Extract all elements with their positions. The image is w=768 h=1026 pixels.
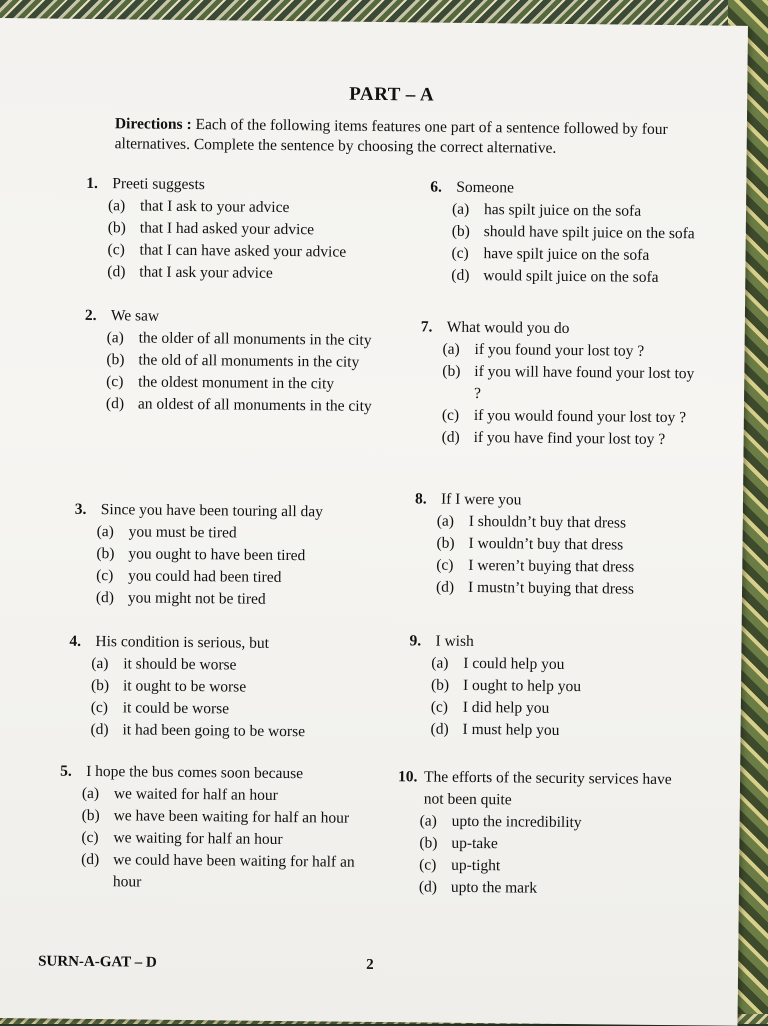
option-label: (c) bbox=[81, 828, 99, 847]
answer-option bbox=[82, 783, 360, 808]
directions-text: Each of the following items features one part of a sentence followed by four alternatives. Complete the sentence by choosing the correct alternative. bbox=[114, 116, 668, 157]
option-label: (a) bbox=[107, 197, 126, 215]
option-text: we waited for half an hour bbox=[113, 785, 278, 804]
option-text: it had been going to be worse bbox=[122, 721, 306, 741]
option-label: (b) bbox=[430, 676, 450, 694]
option-text: if you found your lost toy ? bbox=[474, 340, 645, 360]
option-label: (d) bbox=[90, 720, 109, 739]
option-text: the older of all monuments in the city bbox=[138, 329, 372, 349]
question-6 bbox=[429, 177, 710, 290]
answer-option bbox=[442, 405, 700, 430]
question-8 bbox=[414, 488, 695, 601]
question-text: Someone bbox=[456, 178, 515, 197]
question-stem bbox=[415, 488, 695, 513]
option-label: (a) bbox=[96, 523, 114, 541]
answer-option bbox=[419, 876, 687, 901]
option-text: we could have been waiting for half an hour bbox=[112, 851, 355, 891]
option-text: we waiting for half an hour bbox=[113, 829, 283, 849]
question-text: What would you do bbox=[446, 318, 570, 337]
answer-option bbox=[419, 854, 687, 879]
option-text: I did help you bbox=[462, 698, 550, 717]
option-label: (b) bbox=[81, 806, 100, 825]
answer-option bbox=[96, 565, 374, 590]
answer-option bbox=[96, 587, 374, 612]
answer-option bbox=[96, 543, 374, 568]
option-label: (b) bbox=[451, 222, 470, 240]
option-text: if you would found your lost toy ? bbox=[473, 406, 687, 427]
question-text: We saw bbox=[110, 307, 160, 325]
answer-option bbox=[436, 533, 694, 558]
option-text: up-take bbox=[451, 834, 498, 853]
answer-option bbox=[106, 393, 384, 418]
question-text: Since you have been touring all day bbox=[100, 501, 324, 521]
option-text: I weren’t buying that dress bbox=[468, 556, 635, 576]
option-text: you could had been tired bbox=[128, 567, 282, 586]
option-text: that I ask to your advice bbox=[139, 197, 290, 217]
answer-option bbox=[107, 239, 385, 264]
answer-option bbox=[431, 697, 689, 722]
answer-option bbox=[108, 217, 386, 242]
question-4 bbox=[68, 631, 369, 744]
question-2 bbox=[84, 305, 385, 418]
option-label: (c) bbox=[436, 556, 454, 574]
option-label: (d) bbox=[430, 720, 449, 738]
option-text: I ought to help you bbox=[462, 676, 582, 696]
answer-option bbox=[106, 371, 384, 396]
question-1 bbox=[85, 173, 386, 286]
option-label: (c) bbox=[451, 244, 469, 262]
option-label: (d) bbox=[441, 428, 460, 446]
page-number: 2 bbox=[366, 956, 374, 973]
option-text: it could be worse bbox=[122, 699, 230, 718]
answer-option bbox=[91, 697, 369, 722]
question-number: 1. bbox=[86, 174, 98, 193]
option-label: (a) bbox=[106, 329, 124, 347]
directions-label: Directions : bbox=[114, 115, 192, 134]
question-9 bbox=[408, 630, 689, 743]
option-label: (c) bbox=[90, 698, 109, 717]
question-number: 8. bbox=[414, 490, 427, 508]
option-label: (a) bbox=[442, 340, 460, 358]
answer-option bbox=[452, 199, 710, 224]
option-text: upto the incredibility bbox=[451, 812, 582, 832]
option-label: (b) bbox=[107, 219, 126, 237]
question-text: I hope the bus comes soon because bbox=[86, 762, 304, 783]
option-text: if you have find your lost toy ? bbox=[473, 428, 666, 448]
option-label: (d) bbox=[81, 850, 100, 869]
answer-option bbox=[436, 577, 694, 602]
option-text: you must be tired bbox=[128, 523, 237, 542]
answer-option bbox=[82, 805, 360, 830]
option-label: (b) bbox=[106, 351, 125, 369]
directions bbox=[115, 114, 715, 160]
option-label: (a) bbox=[91, 654, 109, 673]
answer-option bbox=[442, 361, 700, 408]
option-label: (a) bbox=[451, 200, 470, 218]
answer-option bbox=[451, 265, 709, 290]
option-text: should have spilt juice on the sofa bbox=[483, 223, 695, 243]
option-text: up-tight bbox=[451, 856, 501, 875]
option-text: I wouldn’t buy that dress bbox=[468, 534, 624, 554]
answer-option bbox=[81, 827, 359, 852]
option-label: (c) bbox=[107, 241, 125, 259]
option-label: (b) bbox=[90, 676, 110, 695]
answer-option bbox=[107, 327, 385, 352]
answer-option bbox=[452, 221, 710, 246]
answer-option bbox=[436, 555, 694, 580]
option-label: (d) bbox=[418, 878, 438, 896]
question-10 bbox=[397, 766, 688, 901]
answer-option bbox=[437, 511, 695, 536]
option-label: (b) bbox=[436, 534, 455, 552]
question-stem bbox=[60, 761, 360, 786]
question-stem bbox=[75, 499, 375, 524]
question-number: 3. bbox=[74, 500, 87, 518]
option-text: that I had asked your advice bbox=[139, 219, 315, 239]
option-text: would spilt juice on the sofa bbox=[483, 267, 659, 286]
question-text: If I were you bbox=[440, 490, 522, 509]
option-text: I could help you bbox=[463, 654, 565, 673]
option-label: (d) bbox=[107, 263, 126, 281]
option-text: we have been waiting for half an hour bbox=[113, 807, 350, 827]
option-label: (b) bbox=[96, 545, 115, 563]
option-text: if you will have found your lost toy ? bbox=[474, 362, 695, 403]
option-label: (a) bbox=[431, 654, 449, 672]
question-text: I wish bbox=[435, 632, 474, 650]
answer-option bbox=[106, 349, 384, 374]
question-stem bbox=[409, 630, 689, 655]
question-stem bbox=[398, 766, 688, 813]
option-label: (c) bbox=[96, 567, 114, 585]
option-text: an oldest of all monuments in the city bbox=[137, 395, 372, 415]
option-label: (c) bbox=[430, 698, 449, 716]
answer-option bbox=[81, 849, 359, 896]
answer-option bbox=[97, 521, 375, 546]
answer-option bbox=[431, 653, 689, 678]
answer-option bbox=[90, 719, 368, 744]
option-text: I must help you bbox=[462, 720, 560, 739]
question-stem bbox=[85, 305, 385, 330]
question-text: Preeti suggests bbox=[112, 175, 205, 194]
question-3 bbox=[74, 499, 375, 612]
answer-option bbox=[431, 675, 689, 700]
option-text: the oldest monument in the city bbox=[138, 373, 335, 393]
question-stem bbox=[421, 316, 701, 341]
answer-option bbox=[107, 261, 385, 286]
answer-option bbox=[419, 832, 687, 857]
option-text: has spilt juice on the sofa bbox=[483, 201, 642, 220]
option-label: (a) bbox=[436, 512, 455, 530]
answer-option bbox=[419, 810, 687, 835]
option-label: (d) bbox=[435, 578, 455, 596]
option-text: you ought to have been tired bbox=[128, 545, 306, 565]
option-text: that I can have asked your advice bbox=[139, 241, 347, 261]
question-7 bbox=[420, 316, 701, 451]
option-text: it ought to be worse bbox=[122, 677, 247, 696]
part-title: PART – A bbox=[349, 83, 435, 106]
question-number: 4. bbox=[69, 632, 82, 650]
question-number: 5. bbox=[60, 762, 72, 780]
option-text: it should be worse bbox=[123, 655, 237, 674]
option-text: I mustn’t buying that dress bbox=[467, 578, 635, 598]
answer-option bbox=[91, 653, 369, 678]
question-number: 10. bbox=[397, 768, 418, 786]
question-stem bbox=[430, 177, 710, 202]
answer-option bbox=[108, 195, 386, 220]
option-label: (a) bbox=[81, 784, 100, 803]
option-label: (c) bbox=[441, 406, 460, 424]
option-text: that I ask your advice bbox=[139, 263, 273, 282]
answer-option bbox=[91, 675, 369, 700]
option-label: (c) bbox=[419, 856, 437, 874]
option-label: (b) bbox=[419, 834, 438, 852]
question-number: 7. bbox=[420, 318, 433, 336]
option-text: you might not be tired bbox=[127, 589, 266, 608]
paper-code: SURN-A-GAT – D bbox=[38, 953, 157, 971]
question-stem bbox=[69, 631, 369, 656]
option-label: (d) bbox=[105, 395, 125, 413]
option-label: (d) bbox=[451, 266, 470, 284]
answer-option bbox=[442, 339, 700, 364]
question-number: 2. bbox=[84, 306, 97, 325]
question-5 bbox=[59, 761, 360, 896]
answer-option bbox=[451, 243, 709, 268]
option-text: the old of all monuments in the city bbox=[138, 351, 360, 371]
exam-page bbox=[0, 18, 748, 1026]
option-text: upto the mark bbox=[450, 878, 538, 897]
option-text: I shouldn’t buy that dress bbox=[468, 512, 627, 532]
question-text: His condition is serious, but bbox=[95, 633, 270, 652]
question-text: The efforts of the security services have not been quite bbox=[423, 768, 672, 809]
option-label: (a) bbox=[419, 812, 437, 830]
option-text: have spilt juice on the sofa bbox=[483, 245, 650, 264]
question-number: 9. bbox=[409, 632, 422, 650]
option-label: (b) bbox=[442, 362, 461, 380]
option-label: (c) bbox=[106, 373, 124, 391]
option-label: (d) bbox=[95, 589, 115, 607]
answer-option bbox=[442, 427, 700, 452]
answer-option bbox=[430, 719, 688, 744]
question-number: 6. bbox=[430, 178, 442, 196]
question-stem bbox=[86, 173, 386, 198]
